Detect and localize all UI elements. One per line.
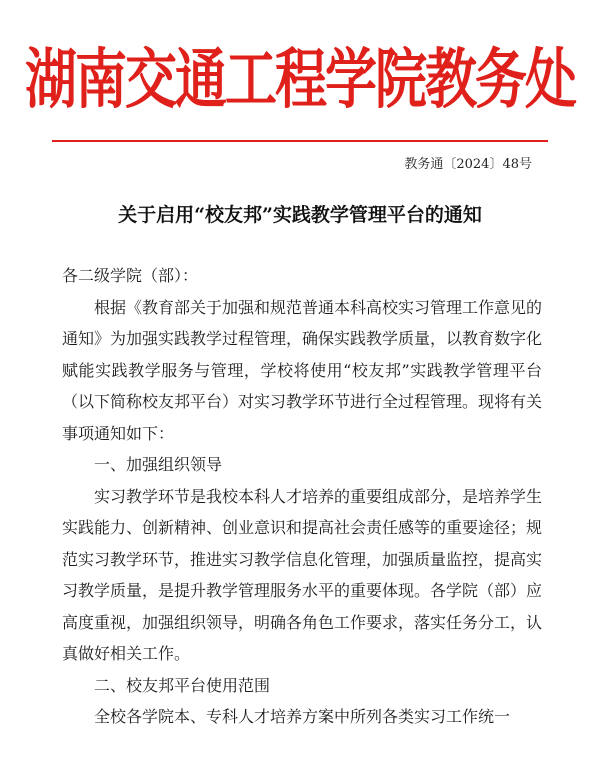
document-title: 关于启用“校友邦”实践教学管理平台的通知 xyxy=(118,204,482,226)
section-heading-1: 一、加强组织领导 xyxy=(94,455,223,474)
letterhead-red-rule xyxy=(52,140,548,142)
section-heading-2: 二、校友邦平台使用范围 xyxy=(94,675,271,695)
section-text-2: 全校各学院本、专科人才培养方案中所列各类实习工作统一 xyxy=(94,707,511,726)
document-number: 教务通〔2024〕48号 xyxy=(404,157,532,172)
letterhead-title: 湖南交通工程学院教务处 xyxy=(24,41,575,118)
section-text-1: 实习教学环节是我校本科人才培养的重要组成部分，是培养学生实践能力、创新精神、创业意识和提高社会责任感等的重要途径；规范实习教学环节，推进实习教学信息化管理，加强质量监控，提高实习教学质量，是提升教学管理服务水平的重要体现。各学院（部）应高度重视，加强组织领导，明确各角色工作要求，落实任务分工，认真做好相关工作。 xyxy=(62,486,543,663)
salutation: 各二级学院（部）： xyxy=(62,266,199,285)
intro-paragraph: 根据《教育部关于加强和规范普通本科高校实习管理工作意见的通知》为加强实践教学过程管理，确保实践教学质量，以教育数字化赋能实践教学服务与管理，学校将使用“校友邦”实践教学管理平台（以下简称校友邦平台）对实习教学环节进行全过程管理。现将有关事项通知如下： xyxy=(62,297,543,443)
document-body xyxy=(62,260,542,733)
